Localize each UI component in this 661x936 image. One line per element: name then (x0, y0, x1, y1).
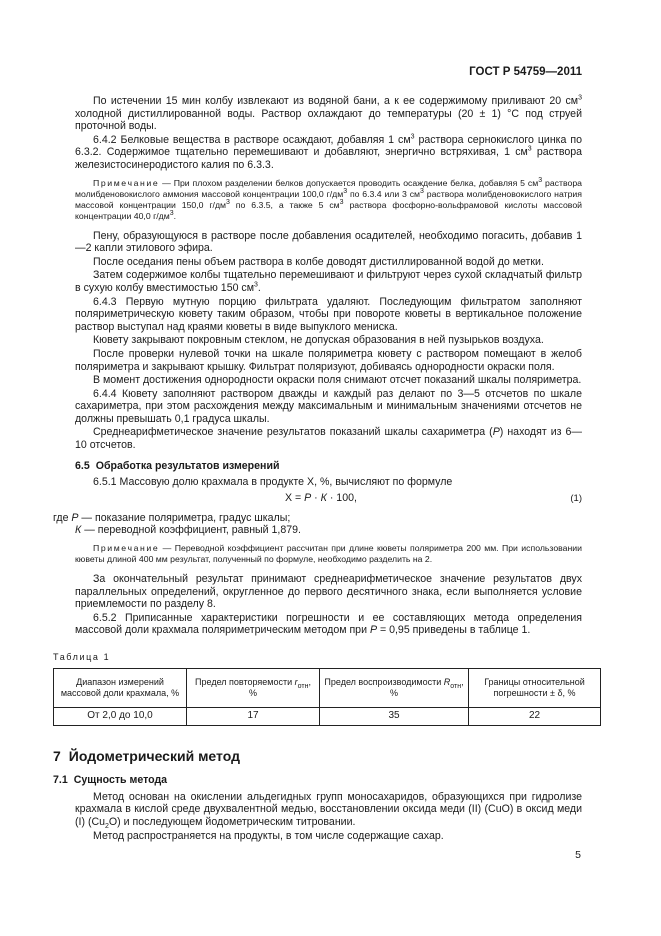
formula-expression: X = Р · К · 100, (285, 491, 357, 504)
paragraph-method-scope: Метод распространяется на продукты, в том числе содержащие сахар. (93, 829, 444, 842)
paragraph-filter: Затем содержимое колбы тщательно перемешивают и фильтруют через сухой складчатый фильтр в сухую колбу вместимостью 150 $см^3$. (75, 269, 582, 294)
table-1 (53, 668, 601, 726)
where-item: где Р — показание поляриметра, градус шкалы; (53, 511, 291, 524)
note-label: Примечание (93, 543, 160, 554)
table-caption: Таблица 1 (53, 652, 111, 662)
section-7-heading: 7 Йодометрический метод (53, 747, 240, 764)
paragraph-mean: Среднеарифметическое значение результатов показаний шкалы сахариметра (Р) находят из 6—10 отсчетов. (75, 426, 582, 452)
paragraph-6-4-4: 6.4.4 Кювету заполняют раствором дважды и каждый раз делают по 3—5 отсчетов по шкале сахариметра, при этом расхождения между максимальным и минимальным значениями отсчетов не должны превышать 0,1 градуса шкалы. (75, 387, 582, 425)
note-label: Примечание (93, 177, 160, 188)
paragraph-final-result: За окончательный результат принимают среднеарифметическое значение результатов двух параллельных определений, округленное до первого десятичного знака, если выполняется условие приемлемости по разделу 8. (75, 573, 582, 611)
note-protein-precipitation: Примечание — При плохом разделении белков допускается проводить осаждение белка, добавляя 5 $см^3$ раствора молибденовокислого аммония массовой концентрации 100,0 $г/дм^3$ по 6.3.4 или 3 $см^3$ раствора молибденовокислого натрия массовой концентрации 150,0 $г/дм^3$ по 6.3.5, а также 5 $см^3$ раствора фосфорно-вольфрамовой кислоты массовой концентрации 40,0 $г/дм^3$. (75, 176, 583, 221)
paragraph-6-5-2: 6.5.2 Приписанные характеристики погрешности и ее составляющих метода определения массовой доли крахмала поляриметрическим методом при Р = 0,95 приведены в таблице 1. (75, 611, 582, 637)
paragraph-cover: Кювету закрывают покровным стеклом, не допуская образования в ней пузырьков воздуха. (93, 334, 544, 347)
table-cell: От 2,0 до 10,0 (54, 707, 187, 725)
formula-number: (1) (570, 492, 582, 504)
table-header-reproducibility: Предел воспроизводимости $R_{отн}$, % (320, 668, 469, 707)
document-code: ГОСТ Р 54759—2011 (469, 66, 582, 78)
page-number: 5 (575, 849, 581, 861)
table-header-row (54, 668, 601, 707)
where-item: К — переводной коэффициент, равный 1,879. (75, 524, 301, 537)
paragraph-method-basis: Метод основан на окислении альдегидных групп моносахаридов, образующихся при гидролизе крахмала в кислой среде двухвалентной медью, восстановлении оксида меди (II) (CuO) в оксид меди (I) $(Cu_2O)$ и последующем йодометрическим титровании. (75, 790, 582, 831)
table-row (54, 707, 601, 725)
section-7-1-heading: 7.1 Сущность метода (53, 774, 168, 787)
paragraph-6-5-1: 6.5.1 Массовую долю крахмала в продукте X, %, вычисляют по формуле (93, 476, 453, 489)
paragraph-settle: После оседания пены объем раствора в колбе доводят дистиллированной водой до метки. (93, 255, 544, 268)
table-header-range: Диапазон измерений массовой доли крахмала, % (54, 668, 187, 707)
paragraph-check: После проверки нулевой точки на шкале поляриметра кювету с раствором помещают в желоб поляриметра и закрывают крышку. Фильтрат поляризуют, добиваясь однородности окраски поля. (75, 347, 582, 373)
note-coefficient: Примечание — Переводной коэффициент рассчитан при длине кюветы поляриметра 200 мм. При использовании кюветы длиной 400 мм результат, полученный по формуле, необходимо разделить на 2. (75, 543, 582, 565)
formula-1 (75, 492, 582, 506)
table-cell: 17 (187, 707, 320, 725)
table-cell: 35 (320, 707, 469, 725)
paragraph-foam: Пену, образующуюся в растворе после добавления осадителей, необходимо погасить, добавив 1—2 капли этилового эфира. (75, 229, 582, 255)
paragraph-bath: По истечении 15 мин колбу извлекают из водяной бани, а к ее содержимому приливают 20 $см^3$ холодной дистиллированной воды. Раствор охлаждают до температуры (20 ± 1) °С под струей проточной воды. (75, 94, 582, 133)
section-6-5-heading: 6.5 Обработка результатов измерений (75, 459, 280, 472)
table-header-repeatability: Предел повторяемости $r_{отн}$, % (187, 668, 320, 707)
paragraph-moment: В момент достижения однородности окраски поля снимают отсчет показаний шкалы поляриметра. (93, 374, 582, 387)
paragraph-6-4-3: 6.4.3 Первую мутную порцию фильтрата удаляют. Последующим фильтратом заполняют поляриметрическую кювету таким образом, чтобы при повороте кюветы в вертикальное положение раствор выступал над краями кюветы в виде выпуклого мениска. (75, 295, 582, 333)
page-content (53, 94, 585, 843)
table-cell: 22 (469, 707, 601, 725)
paragraph-6-4-2: 6.4.2 Белковые вещества в растворе осаждают, добавляя 1 $см^3$ раствора сернокислого цинка по 6.3.2. Содержимое тщательно перемешивают и добавляют, энергично встряхивая, 1 $см^3$ раствора железистосинеродистого калия по 6.3.3. (75, 133, 583, 171)
table-header-error: Границы относительной погрешности ± δ, % (469, 668, 601, 707)
